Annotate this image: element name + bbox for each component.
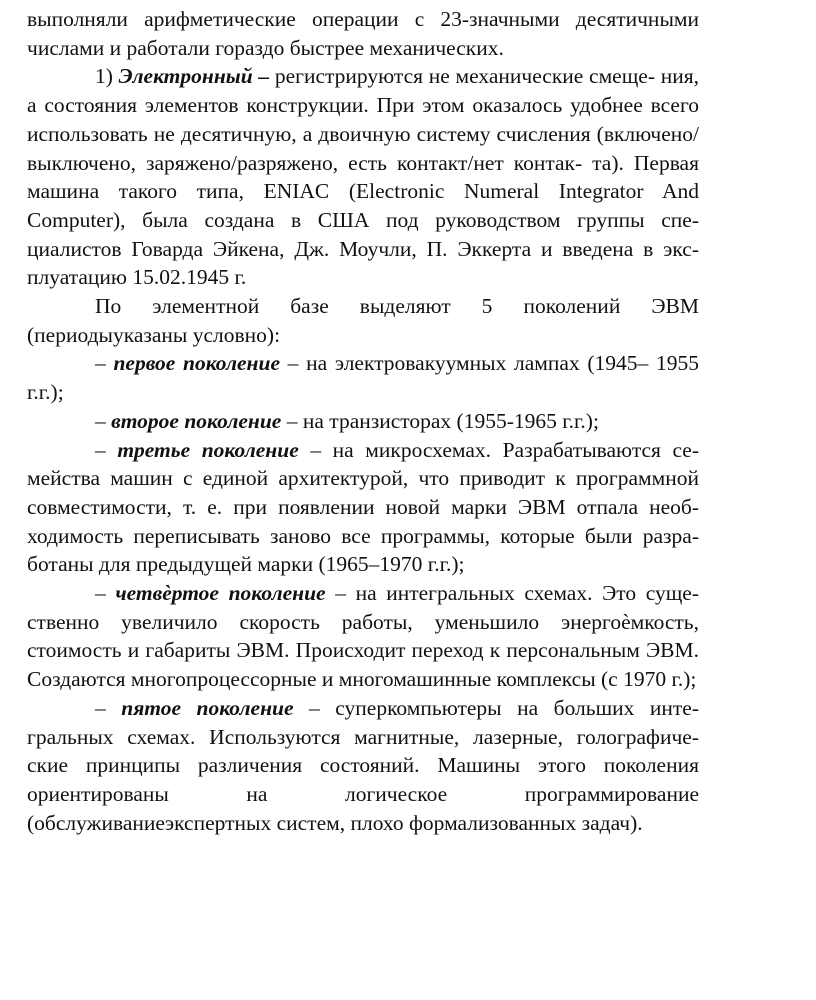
generation-text: – суперкомпьютеры на больших инте- гральных схемах. Используются магнитные, лазерные, голографиче- ские принципы различения состояний. Машины этого поколения ориентированы на логическое программирование (обслуживаниеэкспертных систем, плохо формализованных задач). — [27, 695, 699, 835]
generation-item-4 — [27, 579, 699, 694]
term-second-generation: второе поколение — [111, 408, 282, 433]
paragraph-generations-intro: По элементной базе выделяют 5 поколений ЭВМ (периодыуказаны условно): — [27, 294, 699, 347]
generation-item-2 — [27, 407, 699, 436]
paragraph-electronic — [27, 62, 699, 292]
term-fifth-generation: пятое поколение — [121, 695, 294, 720]
dash: – — [95, 408, 112, 433]
generation-text: – на электровакуумных лампах (1945– 1955 г.г.); — [27, 351, 699, 405]
term-third-generation: третье поколение — [117, 437, 299, 462]
document-page — [27, 5, 699, 837]
term-fourth-generation: четвѐртое поколение — [115, 581, 326, 606]
dash: – — [95, 437, 118, 462]
dash: – — [95, 695, 122, 720]
paragraph-intro: выполняли арифметические операции с 23-значными десятичными числами и работали гораздо быстрее механических. — [27, 7, 699, 60]
dash: – — [95, 351, 114, 376]
dash: – — [95, 581, 116, 606]
generation-item-3 — [27, 436, 699, 580]
term-first-generation: первое поколение — [113, 351, 280, 376]
paragraph-electronic-text: регистрируются не механические смеще- ния, а состояния элементов конструкции. При этом оказалось удобнее всего использовать не десятичную, а двоичную систему счисления (включено/выключено, заряжено/разряжено, есть контакт/нет контак- та). Первая машина такого типа, ENIAC (Electronic Numeral Integrator And Computer), была создана в США под руководством группы спе- циалистов Говарда Эйкена, Дж. Моучли, П. Эккерта и введена в экс- плуатацию 15.02.1945 г. — [27, 64, 699, 290]
item-number: 1) — [95, 64, 119, 89]
term-electronic: Электронный – — [118, 64, 270, 89]
generation-item-5 — [27, 694, 699, 838]
generation-text: – на интегральных схемах. Это суще- ственно увеличило скорость работы, уменьшило энергоѐмкость, стоимость и габариты ЭВМ. Происходит переход к персональным ЭВМ. Создаются многопроцессорные и многомашинные комплексы (с 1970 г.); — [27, 581, 700, 692]
generation-text: – на транзисторах (1955-1965 г.г.); — [281, 408, 599, 433]
generation-text: – на микросхемах. Разрабатываются се- мейства машин с единой архитектурой, что приводит к программной совместимости, т. е. при появлении новой марки ЭВМ отпала необ- ходимость переписывать заново все программы, которые были разра- ботаны для предыдущей марки (1965–1970 г.г.); — [27, 437, 700, 577]
generation-item-1 — [27, 349, 699, 406]
